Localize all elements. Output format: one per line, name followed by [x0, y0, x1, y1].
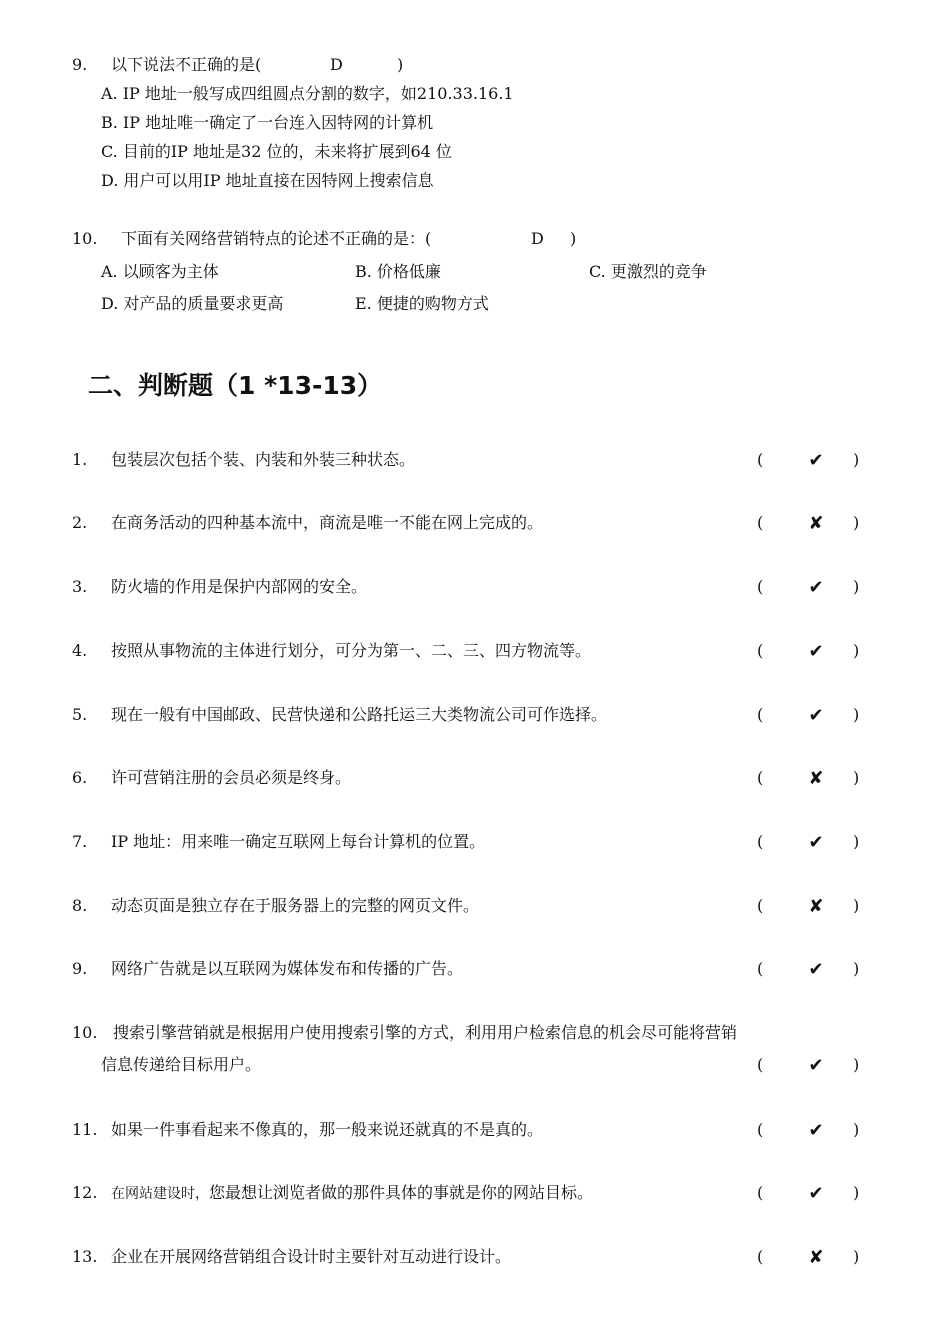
- judge-item: [0, 1180, 950, 1206]
- judge-paren-close: ): [853, 896, 860, 915]
- judge-text: 防火墙的作用是保护内部网的安全。: [111, 577, 368, 596]
- mc-q9-option-a: A. IP 地址一般写成四组圆点分割的数字，如210.33.16.1: [101, 84, 514, 103]
- judge-paren-close: ): [853, 450, 860, 469]
- mc-q10-option-a: A. 以顾客为主体: [101, 262, 219, 281]
- judge-paren-open: (: [757, 1247, 764, 1266]
- mc-q10-option-e: E. 便捷的购物方式: [355, 294, 489, 313]
- judge-text: 动态页面是独立存在于服务器上的完整的网页文件。: [111, 896, 480, 915]
- judge-text: 包装层次包括个装、内装和外装三种状态。: [111, 450, 416, 469]
- judge-item: [0, 1117, 950, 1143]
- judge-item: [0, 1020, 950, 1046]
- judge-item: [0, 574, 950, 600]
- judge-paren-close: ): [853, 1120, 860, 1139]
- judge-paren-open: (: [757, 1183, 764, 1202]
- judge-text-line2: 信息传递给目标用户。: [101, 1055, 262, 1074]
- judge-paren-open: (: [757, 959, 764, 978]
- judge-number: 10.: [72, 1023, 98, 1042]
- judge-paren-close: ): [853, 577, 860, 596]
- check-mark-icon: ✔: [808, 959, 824, 980]
- judge-paren-open: (: [757, 577, 764, 596]
- judge-number: 4.: [72, 641, 88, 660]
- judge-number: 2.: [72, 513, 88, 532]
- check-mark-icon: ✔: [808, 1120, 824, 1141]
- check-mark-icon: ✔: [808, 832, 824, 853]
- mc-q9-number: 9.: [72, 55, 88, 74]
- mc-q10-option-b: B. 价格低廉: [355, 262, 441, 281]
- mc-q9-answer: D: [330, 55, 343, 74]
- judge-item: [0, 829, 950, 855]
- judge-paren-open: (: [757, 832, 764, 851]
- mc-q10-close: ): [570, 229, 577, 248]
- judge-paren-close: ): [853, 768, 860, 787]
- judge-text: 在商务活动的四种基本流中，商流是唯一不能在网上完成的。: [111, 513, 544, 532]
- judge-paren-open: (: [757, 896, 764, 915]
- cross-mark-icon: ✘: [808, 768, 824, 789]
- judge-paren-close: ): [853, 513, 860, 532]
- cross-mark-icon: ✘: [808, 1247, 824, 1268]
- judge-paren-close: ): [853, 959, 860, 978]
- judge-paren-open: (: [757, 705, 764, 724]
- judge-paren-close: ): [853, 641, 860, 660]
- judge-number: 3.: [72, 577, 88, 596]
- section-title: 二、判断题（1 *13-13）: [88, 371, 383, 400]
- judge-number: 5.: [72, 705, 88, 724]
- judge-paren-open: (: [757, 513, 764, 532]
- judge-text-small-prefix: 在网站建设时，: [111, 1186, 209, 1202]
- mc-q9-stem: 以下说法不正确的是(: [111, 55, 262, 74]
- check-mark-icon: ✔: [808, 1055, 824, 1076]
- mc-q10-stem: 下面有关网络营销特点的论述不正确的是：(: [121, 229, 432, 248]
- mc-q9-option-c: C. 目前的IP 地址是32 位的，未来将扩展到64 位: [101, 142, 452, 161]
- check-mark-icon: ✔: [808, 450, 824, 471]
- check-mark-icon: ✔: [808, 1183, 824, 1204]
- judge-paren-close: ): [853, 1247, 860, 1266]
- judge-item: [0, 447, 950, 473]
- mc-q10-option-c: C. 更激烈的竞争: [589, 262, 707, 281]
- judge-item: [0, 956, 950, 982]
- judge-number: 8.: [72, 896, 88, 915]
- check-mark-icon: ✔: [808, 705, 824, 726]
- judge-text: [111, 1180, 593, 1207]
- judge-number: 7.: [72, 832, 88, 851]
- judge-item: [0, 702, 950, 728]
- judge-text: 企业在开展网络营销组合设计时主要针对互动进行设计。: [111, 1247, 512, 1266]
- judge-item-continuation: [0, 1052, 950, 1078]
- judge-text: 许可营销注册的会员必须是终身。: [111, 768, 352, 787]
- judge-number: 13.: [72, 1247, 98, 1266]
- judge-text: 如果一件事看起来不像真的，那一般来说还就真的不是真的。: [111, 1120, 544, 1139]
- judge-paren-close: ): [853, 1055, 860, 1074]
- mc-q10-option-d: D. 对产品的质量要求更高: [101, 294, 284, 313]
- judge-paren-open: (: [757, 641, 764, 660]
- mc-q10-number: 10.: [72, 229, 98, 248]
- mc-q9-option-b: B. IP 地址唯一确定了一台连入因特网的计算机: [101, 113, 434, 132]
- judge-text-main: 您最想让浏览者做的那件具体的事就是你的网站目标。: [209, 1183, 594, 1202]
- judge-number: 12.: [72, 1183, 98, 1202]
- cross-mark-icon: ✘: [808, 513, 824, 534]
- judge-paren-open: (: [757, 450, 764, 469]
- judge-paren-close: ): [853, 705, 860, 724]
- judge-text: 现在一般有中国邮政、民营快递和公路托运三大类物流公司可作选择。: [111, 705, 608, 724]
- cross-mark-icon: ✘: [808, 896, 824, 917]
- judge-text: 搜索引擎营销就是根据用户使用搜索引擎的方式，利用用户检索信息的机会尽可能将营销: [113, 1023, 738, 1042]
- check-mark-icon: ✔: [808, 641, 824, 662]
- judge-number: 11.: [72, 1120, 98, 1139]
- judge-paren-open: (: [757, 1120, 764, 1139]
- judge-text: 网络广告就是以互联网为媒体发布和传播的广告。: [111, 959, 464, 978]
- judge-number: 1.: [72, 450, 88, 469]
- judge-text: IP 地址：用来唯一确定互联网上每台计算机的位置。: [111, 832, 486, 851]
- judge-number: 9.: [72, 959, 88, 978]
- judge-item: [0, 1244, 950, 1270]
- judge-text: 按照从事物流的主体进行划分，可分为第一、二、三、四方物流等。: [111, 641, 592, 660]
- judge-item: [0, 765, 950, 791]
- mc-q9-option-d: D. 用户可以用IP 地址直接在因特网上搜索信息: [101, 171, 434, 190]
- mc-q10-answer: D: [531, 229, 544, 248]
- judge-item: [0, 510, 950, 536]
- judge-paren-close: ): [853, 1183, 860, 1202]
- judge-paren-open: (: [757, 768, 764, 787]
- judge-paren-open: (: [757, 1055, 764, 1074]
- judge-paren-close: ): [853, 832, 860, 851]
- mc-q9-close: ): [397, 55, 404, 74]
- judge-item: [0, 638, 950, 664]
- judge-number: 6.: [72, 768, 88, 787]
- check-mark-icon: ✔: [808, 577, 824, 598]
- judge-item: [0, 893, 950, 919]
